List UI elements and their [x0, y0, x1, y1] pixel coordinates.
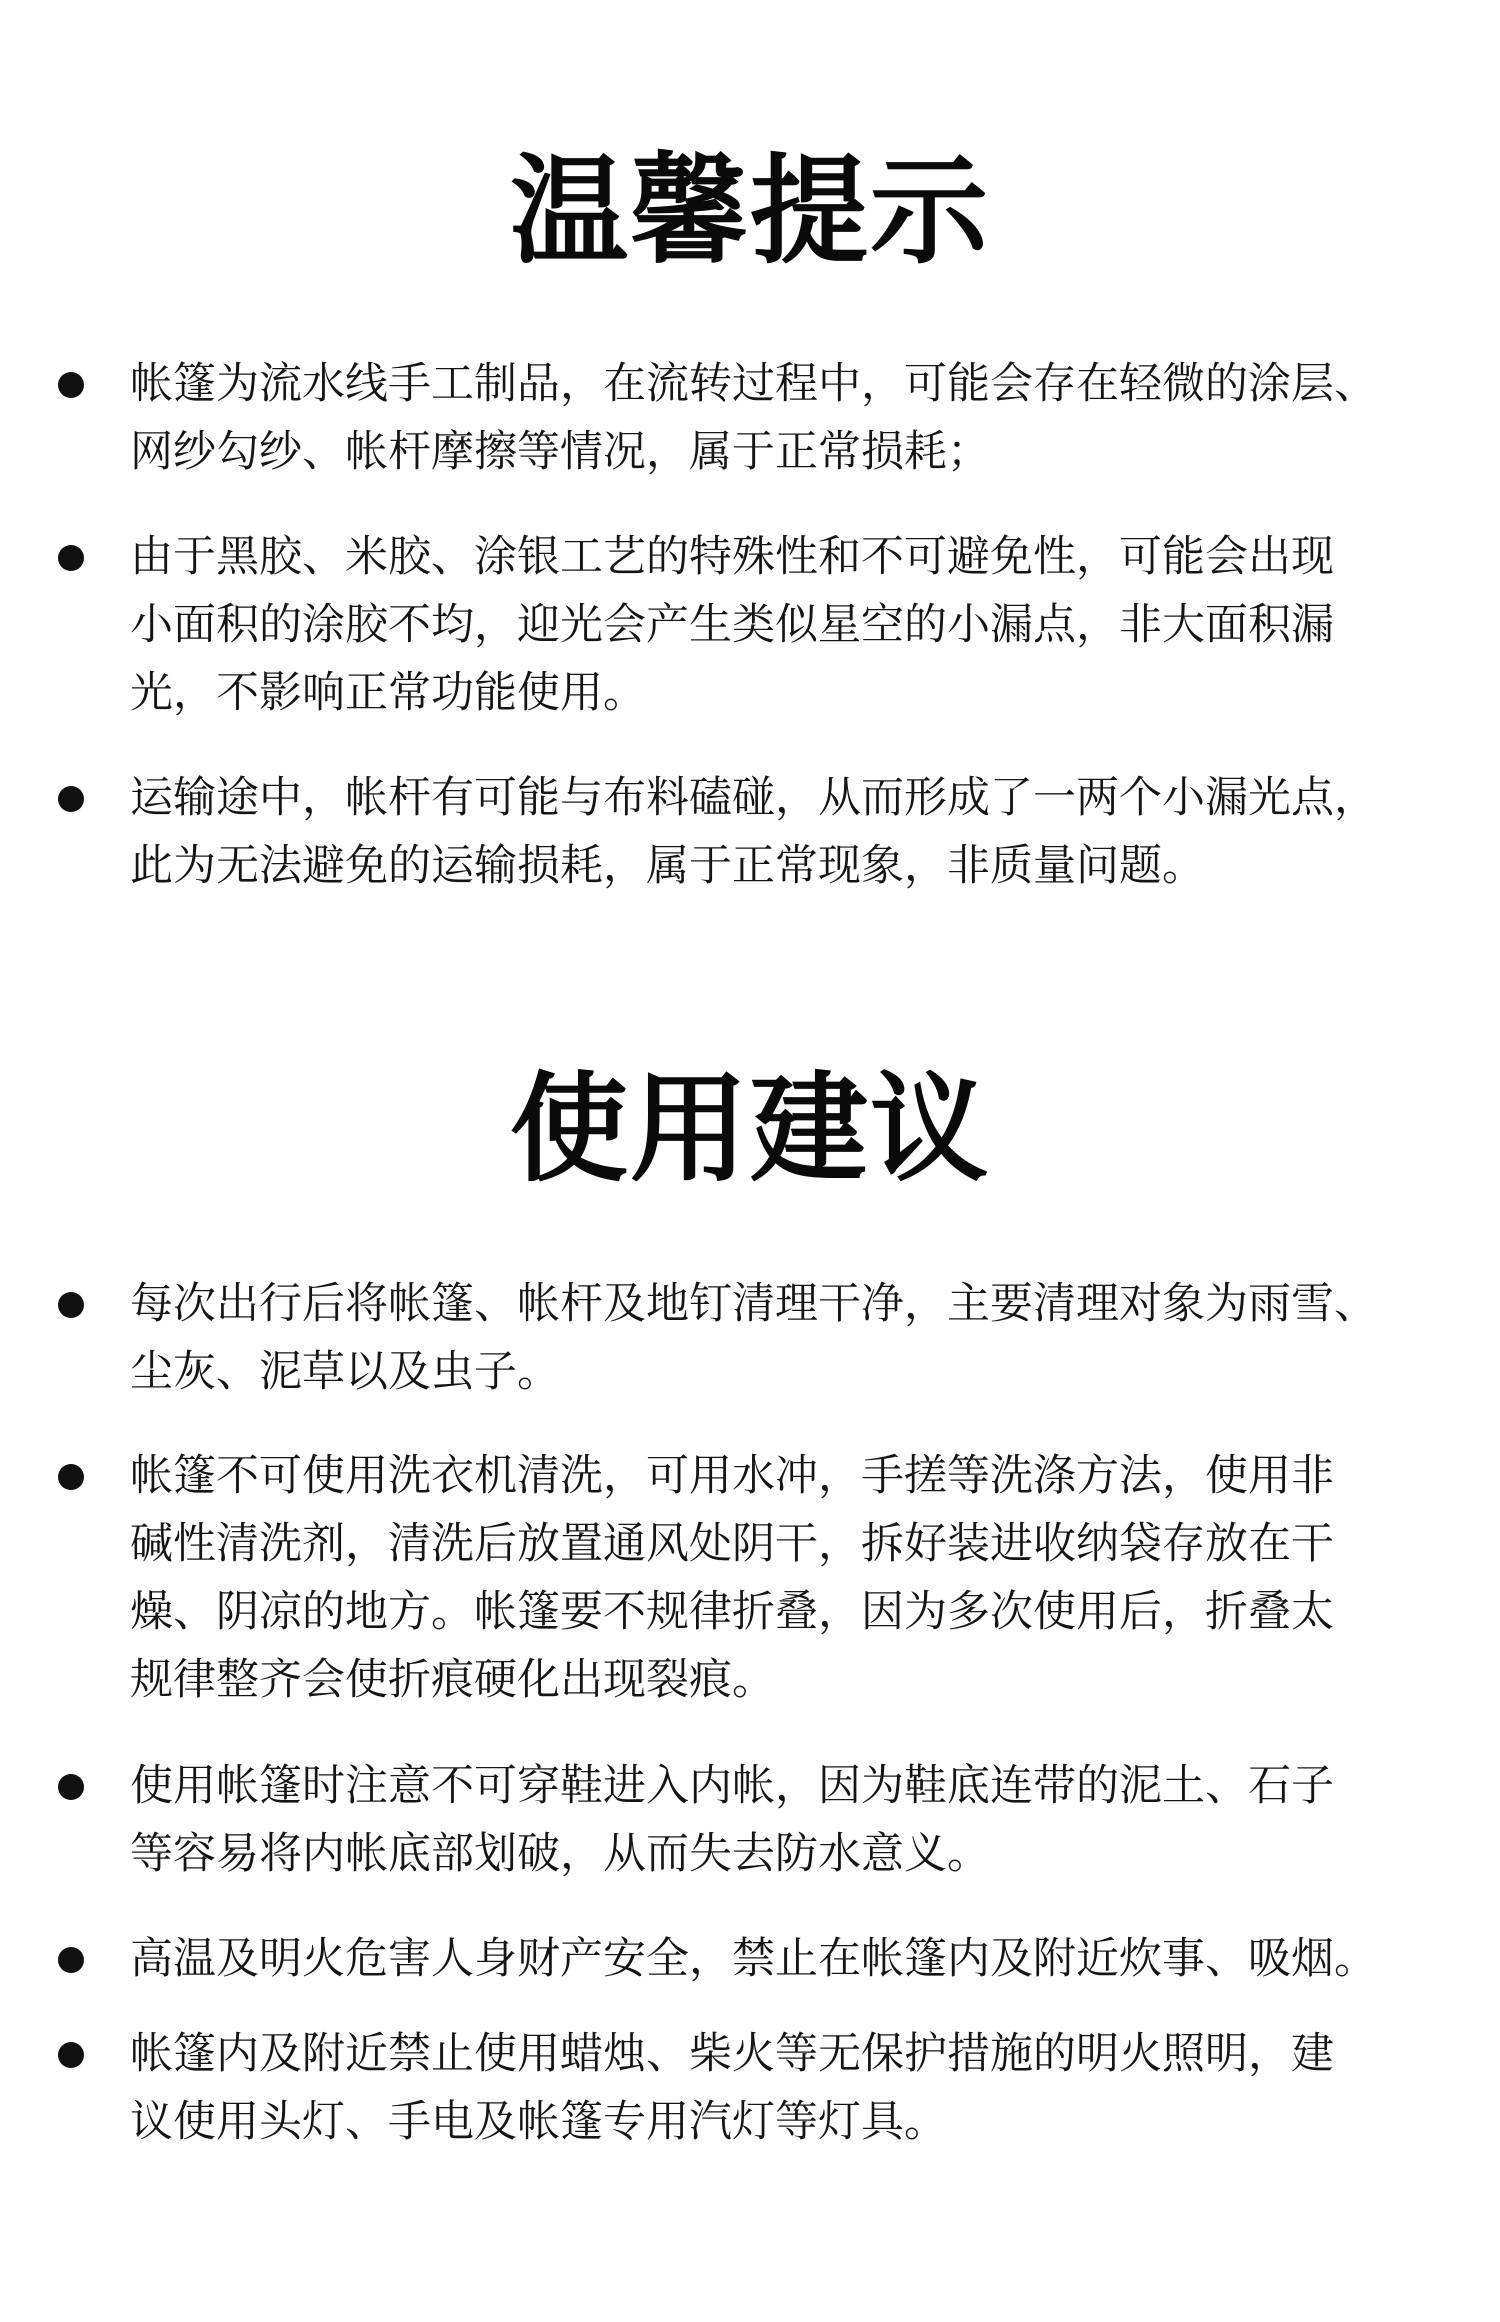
- text-line: 规律整齐会使折痕硬化出现裂痕。: [130, 1655, 775, 1705]
- notice-item-text: [130, 350, 1460, 486]
- text-line: 尘灰、泥草以及虫子。: [130, 1347, 560, 1397]
- text-line: 使用帐篷时注意不可穿鞋进入内帐，因为鞋底连带的泥土、石子: [130, 1761, 1334, 1811]
- text-line: 帐篷内及附近禁止使用蜡烛、柴火等无保护措施的明火照明，建: [130, 2029, 1334, 2079]
- usage-title: 使用建议: [509, 1060, 990, 1198]
- bullet-dot-icon: [58, 372, 84, 398]
- notice-item-text: [130, 523, 1460, 727]
- bullet-dot-icon: [58, 2042, 84, 2068]
- text-line: 由于黑胶、米胶、涂银工艺的特殊性和不可避免性，可能会出现: [130, 532, 1334, 582]
- usage-item-text: [130, 1270, 1460, 1406]
- text-line: 帐篷不可使用洗衣机清洗，可用水冲，手搓等洗涤方法，使用非: [130, 1451, 1334, 1501]
- usage-item-text: [130, 2020, 1460, 2156]
- text-line: 小面积的涂胶不均，迎光会产生类似星空的小漏点，非大面积漏: [130, 600, 1334, 650]
- text-line: 碱性清洗剂，清洗后放置通风处阴干，拆好装进收纳袋存放在干: [130, 1519, 1334, 1569]
- text-line: 帐篷为流水线手工制品，在流转过程中，可能会存在轻微的涂层、: [130, 359, 1377, 409]
- text-line: 此为无法避免的运输损耗，属于正常现象，非质量问题。: [130, 841, 1205, 891]
- usage-item-text: [130, 1442, 1460, 1714]
- notice-item-text: [130, 764, 1460, 900]
- bullet-dot-icon: [58, 1774, 84, 1800]
- notice-title: 温馨提示: [509, 142, 990, 280]
- bullet-dot-icon: [58, 1947, 84, 1973]
- text-line: 议使用头灯、手电及帐篷专用汽灯等灯具。: [130, 2097, 947, 2147]
- text-line: 燥、阴凉的地方。帐篷要不规律折叠，因为多次使用后，折叠太: [130, 1587, 1334, 1637]
- text-line: 高温及明火危害人身财产安全，禁止在帐篷内及附近炊事、吸烟。: [130, 1934, 1377, 1984]
- text-line: 每次出行后将帐篷、帐杆及地钉清理干净，主要清理对象为雨雪、: [130, 1279, 1377, 1329]
- text-line: 光，不影响正常功能使用。: [130, 668, 646, 718]
- text-line: 网纱勾纱、帐杆摩擦等情况，属于正常损耗；: [130, 427, 990, 477]
- bullet-dot-icon: [58, 1292, 84, 1318]
- bullet-dot-icon: [58, 786, 84, 812]
- text-line: 运输途中，帐杆有可能与布料磕碰，从而形成了一两个小漏光点，: [130, 773, 1377, 823]
- text-line: 等容易将内帐底部划破，从而失去防水意义。: [130, 1829, 990, 1879]
- usage-item-text: [130, 1752, 1460, 1888]
- bullet-dot-icon: [58, 545, 84, 571]
- bullet-dot-icon: [58, 1464, 84, 1490]
- usage-item-text: [130, 1925, 1460, 1993]
